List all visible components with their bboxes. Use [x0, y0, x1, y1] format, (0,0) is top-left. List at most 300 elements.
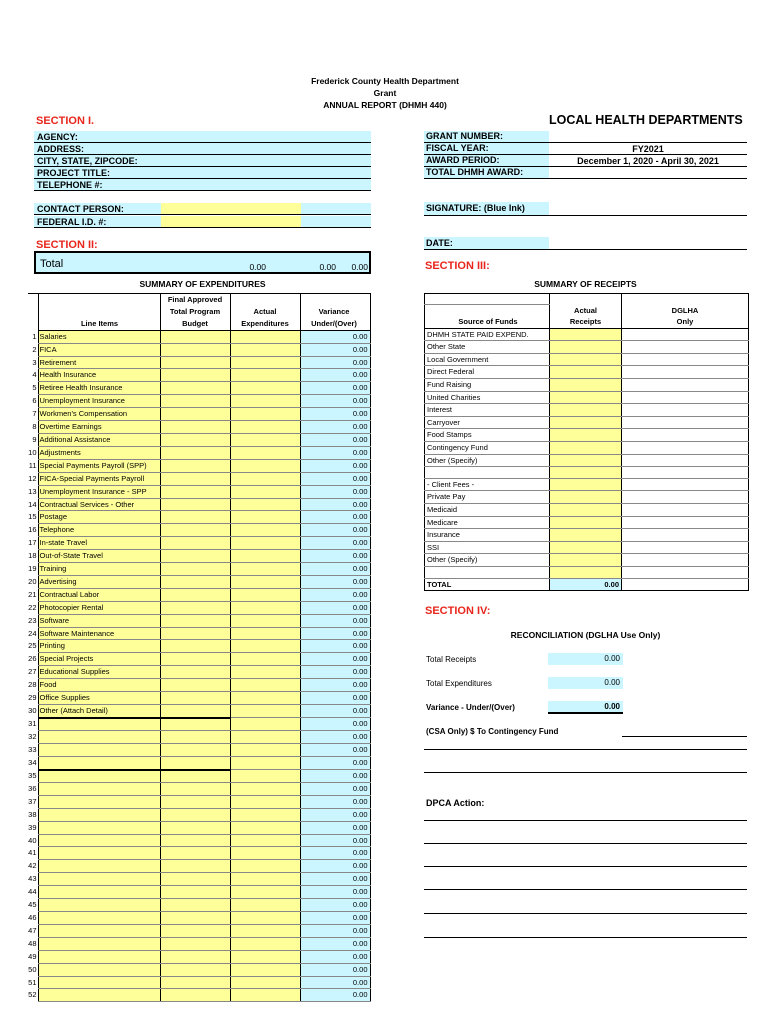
- dpca-action-line[interactable]: [424, 937, 747, 938]
- dpca-action-line[interactable]: [424, 913, 747, 914]
- expenditure-row: [28, 421, 370, 434]
- actual-expenditure-cell[interactable]: [230, 705, 300, 718]
- expenditure-row: [28, 588, 370, 601]
- variance-cell: 0.00: [300, 808, 370, 821]
- variance-cell: 0.00: [300, 963, 370, 976]
- variance-cell: 0.00: [300, 757, 370, 770]
- line-item-cell[interactable]: Postage: [38, 511, 160, 524]
- dglha-cell[interactable]: [622, 566, 749, 578]
- budget-cell[interactable]: [160, 459, 230, 472]
- variance-cell: 0.00: [300, 653, 370, 666]
- actual-expenditure-cell[interactable]: [230, 757, 300, 770]
- budget-cell[interactable]: [160, 924, 230, 937]
- row-number: 17: [28, 538, 37, 548]
- actual-receipts-cell[interactable]: [550, 391, 622, 404]
- row-number: 26: [28, 654, 37, 664]
- csa-contingency-label: (CSA Only) $ To Contingency Fund: [426, 727, 559, 736]
- variance-cell: 0.00: [300, 511, 370, 524]
- summary-expenditures-title: SUMMARY OF EXPENDITURES: [139, 279, 266, 289]
- line-item-cell[interactable]: Retirement: [38, 356, 160, 369]
- dpca-action-line[interactable]: [424, 843, 747, 844]
- budget-cell[interactable]: [160, 821, 230, 834]
- actual-expenditure-cell[interactable]: [230, 834, 300, 847]
- expenditure-row: [28, 575, 370, 588]
- line-item-cell[interactable]: Software: [38, 614, 160, 627]
- row-number: 25: [28, 641, 37, 651]
- dglha-cell[interactable]: [622, 391, 749, 404]
- dpca-action-line[interactable]: [424, 889, 747, 890]
- actual-expenditure-cell[interactable]: [230, 821, 300, 834]
- award-period-value: December 1, 2020 - April 30, 2021: [577, 156, 719, 166]
- actual-receipts-cell[interactable]: [550, 379, 622, 392]
- line-item-cell[interactable]: [38, 834, 160, 847]
- budget-cell[interactable]: [160, 782, 230, 795]
- line-item-cell[interactable]: [38, 860, 160, 873]
- grant-block: [424, 131, 747, 179]
- budget-cell[interactable]: [160, 912, 230, 925]
- dglha-cell[interactable]: [622, 404, 749, 417]
- line-item-cell[interactable]: Contractual Services - Other: [38, 498, 160, 511]
- line-item-cell[interactable]: Office Supplies: [38, 692, 160, 705]
- receipt-row: [425, 578, 749, 591]
- budget-cell[interactable]: [160, 408, 230, 421]
- expenditure-row: [28, 614, 370, 627]
- federal-id-label: FEDERAL I.D. #:: [37, 217, 107, 227]
- budget-cell[interactable]: [160, 356, 230, 369]
- line-item-cell[interactable]: Telephone: [38, 524, 160, 537]
- dglha-cell[interactable]: [622, 516, 749, 529]
- dglha-cell[interactable]: [622, 429, 749, 442]
- col-line-items: Line Items: [38, 294, 160, 331]
- source-of-funds-cell: Direct Federal: [425, 366, 550, 379]
- expenditure-row: [28, 705, 370, 718]
- col-dglha-1: DGLHA: [622, 305, 749, 317]
- line-item-cell[interactable]: [38, 924, 160, 937]
- budget-cell[interactable]: [160, 873, 230, 886]
- contact-person-row[interactable]: [34, 203, 371, 215]
- dglha-cell[interactable]: [622, 578, 749, 591]
- agency-label: AGENCY:: [37, 132, 78, 142]
- budget-cell[interactable]: [160, 976, 230, 989]
- budget-cell[interactable]: [160, 330, 230, 343]
- line-item-cell[interactable]: Retiree Health Insurance: [38, 382, 160, 395]
- line-item-cell[interactable]: [38, 744, 160, 757]
- dglha-cell[interactable]: [622, 454, 749, 467]
- actual-expenditure-cell[interactable]: [230, 395, 300, 408]
- line-item-cell[interactable]: In-state Travel: [38, 537, 160, 550]
- budget-cell[interactable]: [160, 524, 230, 537]
- budget-cell[interactable]: [160, 808, 230, 821]
- fiscal-year-value: FY2021: [632, 144, 664, 154]
- actual-receipts-cell[interactable]: [550, 454, 622, 467]
- source-of-funds-cell: Medicaid: [425, 504, 550, 517]
- dglha-cell[interactable]: [622, 366, 749, 379]
- variance-cell: 0.00: [300, 395, 370, 408]
- actual-expenditure-cell[interactable]: [230, 563, 300, 576]
- actual-receipts-cell[interactable]: [550, 442, 622, 455]
- budget-cell[interactable]: [160, 395, 230, 408]
- budget-cell[interactable]: [160, 588, 230, 601]
- line-item-cell[interactable]: Health Insurance: [38, 369, 160, 382]
- actual-expenditure-cell[interactable]: [230, 886, 300, 899]
- dglha-cell[interactable]: [622, 541, 749, 554]
- budget-cell[interactable]: [160, 563, 230, 576]
- actual-expenditure-cell[interactable]: [230, 627, 300, 640]
- line-item-cell[interactable]: [38, 757, 160, 770]
- line-item-cell[interactable]: Advertising: [38, 575, 160, 588]
- actual-receipts-cell[interactable]: [550, 529, 622, 542]
- budget-cell[interactable]: [160, 937, 230, 950]
- line-item-cell[interactable]: Overtime Earnings: [38, 421, 160, 434]
- expenditure-row: [28, 433, 370, 446]
- expenditure-row: [28, 356, 370, 369]
- actual-expenditure-cell[interactable]: [230, 472, 300, 485]
- line-item-cell[interactable]: Printing: [38, 640, 160, 653]
- actual-receipts-cell[interactable]: [550, 516, 622, 529]
- budget-cell[interactable]: [160, 498, 230, 511]
- actual-expenditure-cell[interactable]: [230, 653, 300, 666]
- variance-cell: 0.00: [300, 847, 370, 860]
- line-item-cell[interactable]: [38, 718, 160, 731]
- variance-value: 0.00: [548, 701, 623, 714]
- dglha-cell[interactable]: [622, 353, 749, 366]
- actual-receipts-cell[interactable]: [550, 328, 622, 341]
- row-number: 22: [28, 602, 37, 612]
- dglha-cell[interactable]: [622, 379, 749, 392]
- line-item-cell[interactable]: [38, 821, 160, 834]
- budget-cell[interactable]: [160, 537, 230, 550]
- expenditure-row: [28, 537, 370, 550]
- actual-expenditure-cell[interactable]: [230, 537, 300, 550]
- budget-cell[interactable]: [160, 472, 230, 485]
- actual-expenditure-cell[interactable]: [230, 666, 300, 679]
- line-item-cell[interactable]: [38, 782, 160, 795]
- row-number: 31: [28, 719, 37, 729]
- csa-contingency-line[interactable]: [622, 736, 747, 737]
- line-item-cell[interactable]: Workmen's Compensation: [38, 408, 160, 421]
- expenditure-row: [28, 873, 370, 886]
- dpca-action-line[interactable]: [424, 820, 747, 821]
- line-item-cell[interactable]: Food: [38, 679, 160, 692]
- actual-receipts-cell[interactable]: [550, 541, 622, 554]
- row-number: 16: [28, 525, 37, 535]
- award-period-label: AWARD PERIOD:: [424, 155, 549, 166]
- expenditure-row: [28, 395, 370, 408]
- actual-expenditure-cell[interactable]: [230, 614, 300, 627]
- city-row[interactable]: [34, 155, 371, 167]
- receipt-row: [425, 379, 749, 392]
- actual-receipts-cell[interactable]: [550, 366, 622, 379]
- actual-receipts-cell[interactable]: [550, 353, 622, 366]
- variance-cell: 0.00: [300, 873, 370, 886]
- budget-cell[interactable]: [160, 860, 230, 873]
- row-number: 39: [28, 822, 37, 832]
- budget-cell[interactable]: [160, 446, 230, 459]
- row-number: 37: [28, 796, 37, 806]
- budget-cell[interactable]: [160, 834, 230, 847]
- budget-cell[interactable]: [160, 744, 230, 757]
- actual-expenditure-cell[interactable]: [230, 692, 300, 705]
- actual-receipts-cell[interactable]: [550, 478, 622, 491]
- budget-cell[interactable]: [160, 718, 230, 731]
- actual-expenditure-cell[interactable]: [230, 860, 300, 873]
- budget-cell[interactable]: [160, 653, 230, 666]
- expenditure-row: [28, 744, 370, 757]
- budget-cell[interactable]: [160, 731, 230, 744]
- actual-receipts-cell[interactable]: [550, 504, 622, 517]
- row-number: 45: [28, 900, 37, 910]
- dglha-cell[interactable]: [622, 467, 749, 479]
- budget-cell[interactable]: [160, 899, 230, 912]
- line-item-cell[interactable]: [38, 976, 160, 989]
- line-item-cell[interactable]: [38, 886, 160, 899]
- row-number: 1: [32, 331, 37, 341]
- line-item-cell[interactable]: [38, 770, 160, 783]
- variance-cell: 0.00: [300, 950, 370, 963]
- variance-cell: 0.00: [300, 770, 370, 783]
- line-item-cell[interactable]: [38, 731, 160, 744]
- actual-receipts-cell[interactable]: [550, 566, 622, 578]
- expenditure-row: [28, 343, 370, 356]
- line-item-cell[interactable]: Contractual Labor: [38, 588, 160, 601]
- line-item-cell[interactable]: Adjustments: [38, 446, 160, 459]
- budget-cell[interactable]: [160, 705, 230, 718]
- grant-number-label: GRANT NUMBER:: [424, 131, 549, 142]
- row-number: 51: [28, 977, 37, 987]
- actual-expenditure-cell[interactable]: [230, 899, 300, 912]
- source-of-funds-cell: Other State: [425, 341, 550, 354]
- dglha-cell[interactable]: [622, 442, 749, 455]
- line-item-cell[interactable]: Educational Supplies: [38, 666, 160, 679]
- actual-expenditure-cell[interactable]: [230, 795, 300, 808]
- dglha-cell[interactable]: [622, 416, 749, 429]
- actual-expenditure-cell[interactable]: [230, 498, 300, 511]
- dglha-cell[interactable]: [622, 504, 749, 517]
- line-item-cell[interactable]: [38, 912, 160, 925]
- fiscal-year-row[interactable]: [424, 143, 747, 155]
- actual-receipts-cell[interactable]: [550, 416, 622, 429]
- row-number: 18: [28, 551, 37, 561]
- actual-receipts-cell[interactable]: [550, 429, 622, 442]
- budget-cell[interactable]: [160, 485, 230, 498]
- project-row[interactable]: [34, 167, 371, 179]
- actual-expenditure-cell[interactable]: [230, 356, 300, 369]
- agency-block: [34, 131, 371, 191]
- actual-expenditure-cell[interactable]: [230, 808, 300, 821]
- budget-cell[interactable]: [160, 627, 230, 640]
- actual-expenditure-cell[interactable]: [230, 433, 300, 446]
- actual-expenditure-cell[interactable]: [230, 950, 300, 963]
- budget-cell[interactable]: [160, 989, 230, 1002]
- address-row[interactable]: [34, 143, 371, 155]
- variance-cell: 0.00: [300, 421, 370, 434]
- budget-cell[interactable]: [160, 963, 230, 976]
- budget-cell[interactable]: [160, 511, 230, 524]
- budget-cell[interactable]: [160, 382, 230, 395]
- actual-receipts-cell[interactable]: [550, 554, 622, 567]
- actual-receipts-cell[interactable]: [550, 491, 622, 504]
- budget-cell[interactable]: [160, 950, 230, 963]
- actual-expenditure-cell[interactable]: [230, 640, 300, 653]
- expenditure-row: [28, 382, 370, 395]
- line-item-cell[interactable]: Training: [38, 563, 160, 576]
- budget-cell[interactable]: [160, 433, 230, 446]
- expenditure-row: [28, 511, 370, 524]
- line-item-cell[interactable]: [38, 873, 160, 886]
- date-row[interactable]: [424, 237, 747, 250]
- telephone-label: TELEPHONE #:: [37, 180, 103, 190]
- line-item-cell[interactable]: [38, 847, 160, 860]
- receipts-table: [424, 293, 749, 591]
- budget-cell[interactable]: [160, 640, 230, 653]
- federal-id-row[interactable]: [34, 216, 371, 228]
- receipt-row: [425, 442, 749, 455]
- receipt-row: [425, 516, 749, 529]
- line-item-cell[interactable]: Out-of-State Travel: [38, 550, 160, 563]
- col-budget-2: Total Program: [160, 306, 230, 318]
- actual-receipts-cell[interactable]: [550, 404, 622, 417]
- actual-expenditure-cell[interactable]: [230, 976, 300, 989]
- dpca-action-line[interactable]: [424, 866, 747, 867]
- budget-cell[interactable]: [160, 770, 230, 783]
- row-number: 43: [28, 874, 37, 884]
- row-number: 2: [32, 344, 37, 354]
- award-period-row[interactable]: [424, 155, 747, 167]
- actual-expenditure-cell[interactable]: [230, 937, 300, 950]
- budget-cell[interactable]: [160, 666, 230, 679]
- total-award-row[interactable]: [424, 167, 747, 179]
- dglha-cell[interactable]: [622, 328, 749, 341]
- actual-expenditure-cell[interactable]: [230, 446, 300, 459]
- budget-cell[interactable]: [160, 795, 230, 808]
- actual-expenditure-cell[interactable]: [230, 575, 300, 588]
- line-item-cell[interactable]: [38, 950, 160, 963]
- actual-expenditure-cell[interactable]: [230, 770, 300, 783]
- variance-cell: 0.00: [300, 408, 370, 421]
- actual-receipts-cell[interactable]: [550, 467, 622, 479]
- actual-expenditure-cell[interactable]: [230, 459, 300, 472]
- actual-expenditure-cell[interactable]: [230, 485, 300, 498]
- telephone-row[interactable]: [34, 179, 371, 191]
- line-item-cell[interactable]: Software Maintenance: [38, 627, 160, 640]
- budget-cell[interactable]: [160, 847, 230, 860]
- budget-cell[interactable]: [160, 679, 230, 692]
- contact-person-field[interactable]: [161, 203, 301, 214]
- actual-expenditure-cell[interactable]: [230, 601, 300, 614]
- expenditure-row: [28, 524, 370, 537]
- actual-expenditure-cell[interactable]: [230, 382, 300, 395]
- line-item-cell[interactable]: FICA-Special Payments Payroll: [38, 472, 160, 485]
- line-item-cell[interactable]: Unemployment Insurance: [38, 395, 160, 408]
- budget-cell[interactable]: [160, 575, 230, 588]
- budget-cell[interactable]: [160, 757, 230, 770]
- row-number: 49: [28, 951, 37, 961]
- line-item-cell[interactable]: [38, 795, 160, 808]
- row-number: 7: [32, 409, 37, 419]
- actual-expenditure-cell[interactable]: [230, 369, 300, 382]
- variance-cell: 0.00: [300, 537, 370, 550]
- grant-number-row[interactable]: [424, 131, 747, 143]
- dglha-cell[interactable]: [622, 341, 749, 354]
- signature-row[interactable]: [424, 202, 747, 216]
- line-item-cell[interactable]: FICA: [38, 343, 160, 356]
- variance-cell: 0.00: [300, 472, 370, 485]
- dglha-cell[interactable]: [622, 478, 749, 491]
- expenditure-row: [28, 989, 370, 1002]
- federal-id-field[interactable]: [161, 216, 301, 227]
- line-item-cell[interactable]: Unemployment Insurance - SPP: [38, 485, 160, 498]
- actual-expenditure-cell[interactable]: [230, 408, 300, 421]
- actual-expenditure-cell[interactable]: [230, 524, 300, 537]
- row-number: 14: [28, 499, 37, 509]
- actual-expenditure-cell[interactable]: [230, 744, 300, 757]
- variance-cell: 0.00: [300, 886, 370, 899]
- actual-expenditure-cell[interactable]: [230, 343, 300, 356]
- budget-cell[interactable]: [160, 601, 230, 614]
- actual-expenditure-cell[interactable]: [230, 679, 300, 692]
- line-item-cell[interactable]: Photocopier Rental: [38, 601, 160, 614]
- actual-expenditure-cell[interactable]: [230, 912, 300, 925]
- actual-expenditure-cell[interactable]: [230, 511, 300, 524]
- line-item-cell[interactable]: Special Payments Payroll (SPP): [38, 459, 160, 472]
- row-number: 27: [28, 667, 37, 677]
- line-item-cell[interactable]: Special Projects: [38, 653, 160, 666]
- budget-cell[interactable]: [160, 614, 230, 627]
- actual-receipts-cell[interactable]: [550, 341, 622, 354]
- source-of-funds-cell: Food Stamps: [425, 429, 550, 442]
- dglha-cell[interactable]: [622, 491, 749, 504]
- actual-expenditure-cell[interactable]: [230, 550, 300, 563]
- budget-cell[interactable]: [160, 692, 230, 705]
- expenditure-row: [28, 834, 370, 847]
- line-item-cell[interactable]: Salaries: [38, 330, 160, 343]
- row-number: 8: [32, 422, 37, 432]
- actual-expenditure-cell[interactable]: [230, 588, 300, 601]
- variance-cell: 0.00: [300, 860, 370, 873]
- actual-expenditure-cell[interactable]: [230, 847, 300, 860]
- line-item-cell[interactable]: [38, 963, 160, 976]
- line-item-cell[interactable]: [38, 808, 160, 821]
- line-item-cell[interactable]: [38, 899, 160, 912]
- agency-row[interactable]: [34, 131, 371, 143]
- actual-expenditure-cell[interactable]: [230, 731, 300, 744]
- actual-expenditure-cell[interactable]: [230, 963, 300, 976]
- budget-cell[interactable]: [160, 550, 230, 563]
- actual-expenditure-cell[interactable]: [230, 873, 300, 886]
- budget-cell[interactable]: [160, 886, 230, 899]
- row-number: 47: [28, 925, 37, 935]
- row-number: 9: [32, 434, 37, 444]
- budget-cell[interactable]: [160, 343, 230, 356]
- actual-expenditure-cell[interactable]: [230, 718, 300, 731]
- actual-expenditure-cell[interactable]: [230, 421, 300, 434]
- actual-expenditure-cell[interactable]: [230, 330, 300, 343]
- line-item-cell[interactable]: [38, 989, 160, 1002]
- contact-person-label: CONTACT PERSON:: [37, 204, 124, 214]
- actual-expenditure-cell[interactable]: [230, 989, 300, 1002]
- actual-expenditure-cell[interactable]: [230, 782, 300, 795]
- variance-cell: 0.00: [300, 459, 370, 472]
- receipt-row: [425, 491, 749, 504]
- line-item-cell[interactable]: [38, 937, 160, 950]
- line-item-cell[interactable]: Other (Attach Detail): [38, 705, 160, 718]
- dglha-cell[interactable]: [622, 529, 749, 542]
- actual-expenditure-cell[interactable]: [230, 924, 300, 937]
- dglha-cell[interactable]: [622, 554, 749, 567]
- budget-cell[interactable]: [160, 369, 230, 382]
- budget-cell[interactable]: [160, 421, 230, 434]
- line-item-cell[interactable]: Additional Assistance: [38, 433, 160, 446]
